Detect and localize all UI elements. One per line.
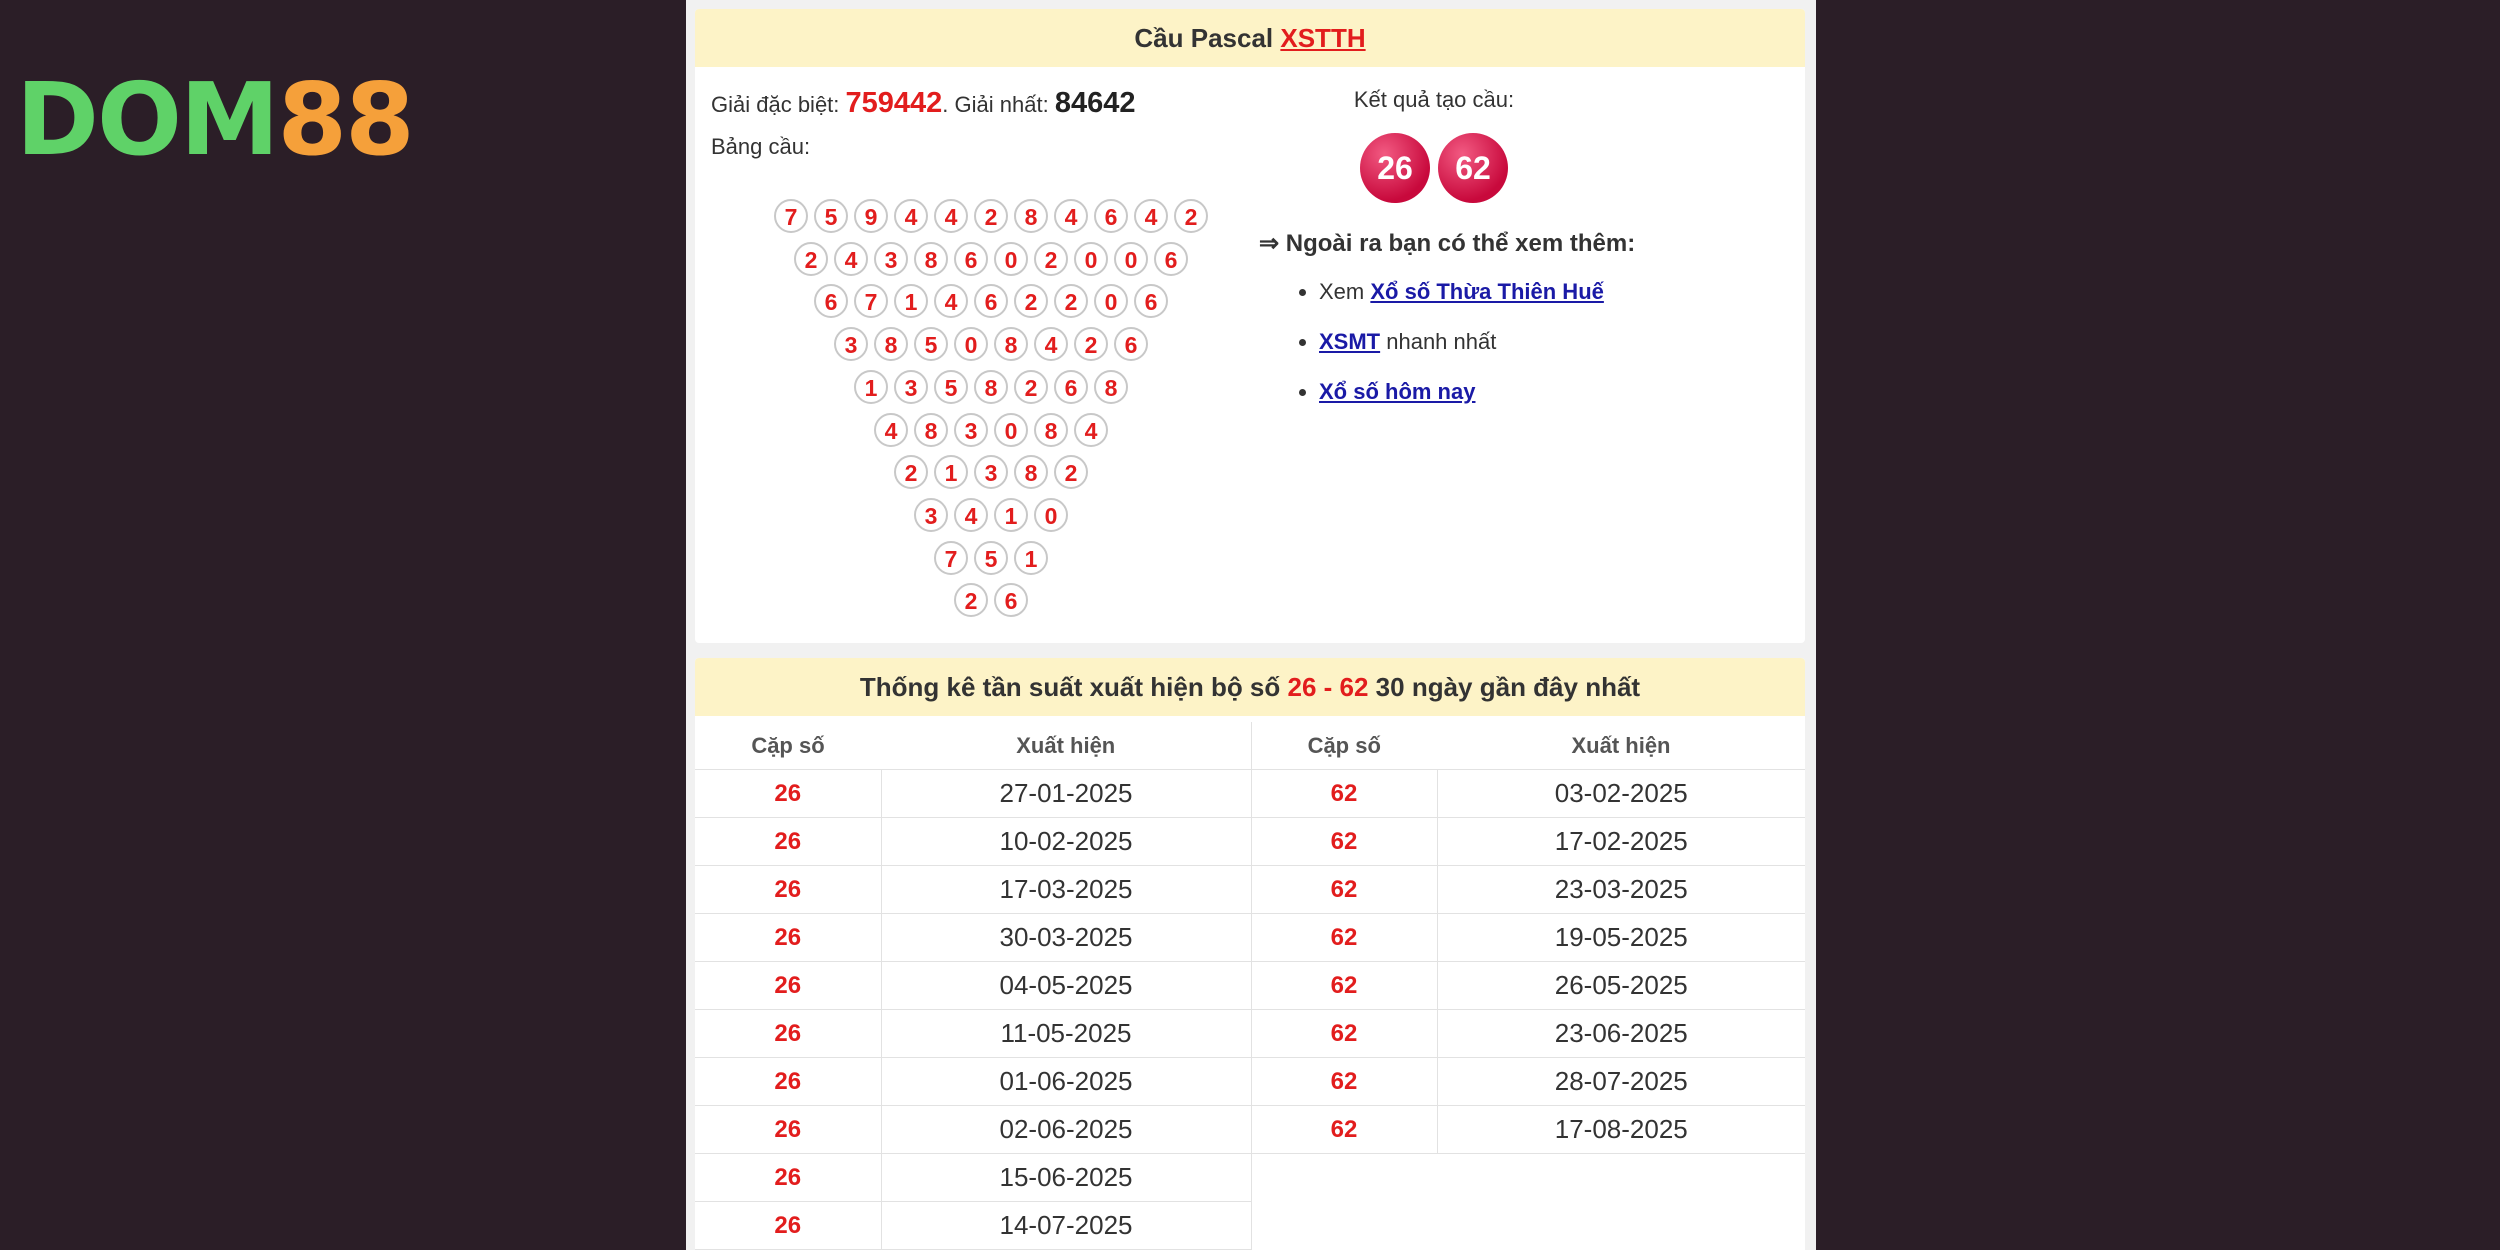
date-cell: 03-02-2025 <box>1437 770 1805 818</box>
triangle-ball: 8 <box>1034 413 1068 447</box>
special-value: 759442 <box>845 87 943 119</box>
prize-line <box>711 87 1271 120</box>
triangle-ball: 4 <box>1134 199 1168 233</box>
triangle-ball: 8 <box>1014 199 1048 233</box>
pair-cell: 26 <box>695 1106 881 1154</box>
triangle-ball: 0 <box>994 413 1028 447</box>
result-ball-2: 62 <box>1438 133 1508 203</box>
pascal-card <box>695 9 1805 643</box>
pascal-left <box>711 87 1271 615</box>
triangle-ball: 2 <box>1074 327 1108 361</box>
triangle-row <box>711 455 1271 497</box>
triangle-ball: 8 <box>974 370 1008 404</box>
date-cell: 11-05-2025 <box>881 1010 1251 1058</box>
triangle-ball: 6 <box>1054 370 1088 404</box>
triangle-ball: 6 <box>1134 284 1168 318</box>
pair-cell: 26 <box>695 866 881 914</box>
triangle-ball: 5 <box>914 327 948 361</box>
col-pair-right: Cặp số <box>1251 722 1437 770</box>
triangle-ball: 8 <box>994 327 1028 361</box>
triangle-ball: 5 <box>934 370 968 404</box>
logo-part1: DOM <box>16 61 278 178</box>
triangle-ball: 0 <box>1034 498 1068 532</box>
triangle-ball: 2 <box>894 455 928 489</box>
triangle-ball: 6 <box>994 583 1028 617</box>
xstth-link[interactable]: XSTTH <box>1280 23 1366 53</box>
pair-cell: 26 <box>695 1010 881 1058</box>
triangle-ball: 3 <box>914 498 948 532</box>
pair-cell: 26 <box>695 1154 881 1202</box>
table-row <box>695 770 1805 818</box>
date-cell: 26-05-2025 <box>1437 962 1805 1010</box>
triangle-ball: 8 <box>914 242 948 276</box>
date-cell: 17-03-2025 <box>881 866 1251 914</box>
triangle-row <box>711 370 1271 412</box>
triangle-ball: 1 <box>894 284 928 318</box>
triangle-ball: 0 <box>954 327 988 361</box>
triangle-ball: 6 <box>1154 242 1188 276</box>
pair-cell: 62 <box>1251 1010 1437 1058</box>
stats-title-suffix: 30 ngày gần đây nhất <box>1368 672 1641 702</box>
triangle-ball: 2 <box>974 199 1008 233</box>
triangle-ball: 8 <box>874 327 908 361</box>
date-cell: 28-07-2025 <box>1437 1058 1805 1106</box>
dom88-logo[interactable] <box>16 61 413 178</box>
table-row <box>695 1154 1805 1202</box>
triangle-row <box>711 498 1271 540</box>
pair-cell: 26 <box>695 962 881 1010</box>
triangle-ball: 3 <box>974 455 1008 489</box>
triangle-ball: 5 <box>974 541 1008 575</box>
pair-cell: 26 <box>695 914 881 962</box>
triangle-ball: 4 <box>934 199 968 233</box>
pair-cell <box>1251 1202 1437 1250</box>
pascal-title-text: Cầu Pascal <box>1134 23 1281 53</box>
triangle-ball: 7 <box>774 199 808 233</box>
date-cell: 01-06-2025 <box>881 1058 1251 1106</box>
triangle-ball: 6 <box>974 284 1008 318</box>
table-row <box>695 1202 1805 1250</box>
xoso-today-link[interactable]: Xổ số hôm nay <box>1319 379 1476 404</box>
pair-cell <box>1251 1154 1437 1202</box>
triangle-ball: 2 <box>1174 199 1208 233</box>
pair-cell: 62 <box>1251 1106 1437 1154</box>
triangle-ball: 6 <box>954 242 988 276</box>
result-label: Kết quả tạo cầu: <box>1353 87 1515 112</box>
more-title: ⇒ Ngoài ra bạn có thể xem thêm: <box>1259 230 1636 257</box>
triangle-row <box>711 583 1271 625</box>
triangle-ball: 4 <box>934 284 968 318</box>
xstth-full-link[interactable]: Xổ số Thừa Thiên Huế <box>1370 279 1604 304</box>
triangle-ball: 4 <box>1074 413 1108 447</box>
triangle-ball: 6 <box>814 284 848 318</box>
logo-part2: 88 <box>277 61 413 178</box>
pair-cell: 62 <box>1251 914 1437 962</box>
link1-prefix: Xem <box>1319 279 1371 304</box>
col-pair-left: Cặp số <box>695 722 881 770</box>
triangle-ball: 2 <box>1034 242 1068 276</box>
content-page <box>686 0 1816 1250</box>
date-cell <box>1437 1202 1805 1250</box>
triangle-ball: 3 <box>894 370 928 404</box>
first-label: . Giải nhất: <box>942 92 1055 117</box>
triangle-ball: 1 <box>994 498 1028 532</box>
triangle-ball: 1 <box>1014 541 1048 575</box>
col-appear-left: Xuất hiện <box>881 722 1251 770</box>
stats-title-prefix: Thống kê tần suất xuất hiện bộ số <box>859 672 1288 702</box>
triangle-ball: 6 <box>1114 327 1148 361</box>
triangle-ball: 0 <box>1094 284 1128 318</box>
triangle-ball: 4 <box>874 413 908 447</box>
pair-cell: 26 <box>695 1058 881 1106</box>
date-cell: 23-03-2025 <box>1437 866 1805 914</box>
triangle-row <box>711 413 1271 455</box>
triangle-ball: 2 <box>954 583 988 617</box>
triangle-row <box>711 284 1271 326</box>
triangle-ball: 6 <box>1094 199 1128 233</box>
triangle-ball: 9 <box>854 199 888 233</box>
pair-cell: 62 <box>1251 818 1437 866</box>
triangle-ball: 1 <box>854 370 888 404</box>
stats-table <box>695 722 1805 1250</box>
stats-card <box>695 658 1805 1250</box>
table-row <box>695 962 1805 1010</box>
triangle-ball: 2 <box>1014 370 1048 404</box>
stats-title <box>695 658 1805 716</box>
date-cell: 17-08-2025 <box>1437 1106 1805 1154</box>
date-cell: 17-02-2025 <box>1437 818 1805 866</box>
date-cell: 23-06-2025 <box>1437 1010 1805 1058</box>
pascal-right <box>1259 87 1789 428</box>
triangle-ball: 3 <box>954 413 988 447</box>
pair-cell: 26 <box>695 1202 881 1250</box>
more-item-3 <box>1319 378 1789 406</box>
pair-cell: 62 <box>1251 962 1437 1010</box>
pair-cell: 62 <box>1251 770 1437 818</box>
triangle-row <box>711 327 1271 369</box>
triangle-ball: 4 <box>954 498 988 532</box>
table-row <box>695 818 1805 866</box>
triangle-ball: 4 <box>894 199 928 233</box>
pascal-title <box>695 9 1805 67</box>
triangle-ball: 2 <box>1014 284 1048 318</box>
table-row <box>695 914 1805 962</box>
more-links <box>1259 278 1789 406</box>
triangle-ball: 3 <box>834 327 868 361</box>
table-row <box>695 1058 1805 1106</box>
triangle-ball: 1 <box>934 455 968 489</box>
xsmt-link[interactable]: XSMT <box>1319 329 1381 354</box>
date-cell <box>1437 1154 1805 1202</box>
link2-suffix: nhanh nhất <box>1380 329 1497 354</box>
triangle-ball: 7 <box>854 284 888 318</box>
more-item-1 <box>1319 278 1789 306</box>
triangle-row <box>711 541 1271 583</box>
triangle-ball: 0 <box>1114 242 1148 276</box>
table-label: Bảng cầu: <box>711 134 811 159</box>
pair-cell: 62 <box>1251 866 1437 914</box>
triangle-ball: 2 <box>1054 284 1088 318</box>
result-balls <box>1259 133 1609 203</box>
triangle-ball: 0 <box>1074 242 1108 276</box>
date-cell: 02-06-2025 <box>881 1106 1251 1154</box>
triangle-ball: 3 <box>874 242 908 276</box>
result-ball-1: 26 <box>1360 133 1430 203</box>
table-row <box>695 866 1805 914</box>
date-cell: 27-01-2025 <box>881 770 1251 818</box>
pair-cell: 26 <box>695 770 881 818</box>
more-item-2 <box>1319 328 1789 356</box>
date-cell: 14-07-2025 <box>881 1202 1251 1250</box>
triangle-ball: 4 <box>1034 327 1068 361</box>
special-label: Giải đặc biệt: <box>711 92 846 117</box>
col-appear-right: Xuất hiện <box>1437 722 1805 770</box>
triangle-ball: 2 <box>1054 455 1088 489</box>
pair-cell: 26 <box>695 818 881 866</box>
triangle-ball: 0 <box>994 242 1028 276</box>
triangle-ball: 8 <box>1014 455 1048 489</box>
date-cell: 19-05-2025 <box>1437 914 1805 962</box>
table-row <box>695 1010 1805 1058</box>
triangle-row <box>711 199 1271 241</box>
date-cell: 10-02-2025 <box>881 818 1251 866</box>
triangle-ball: 4 <box>1054 199 1088 233</box>
triangle-ball: 7 <box>934 541 968 575</box>
triangle-ball: 5 <box>814 199 848 233</box>
pair-cell: 62 <box>1251 1058 1437 1106</box>
triangle-ball: 8 <box>914 413 948 447</box>
triangle-ball: 4 <box>834 242 868 276</box>
triangle-row <box>711 242 1271 284</box>
table-row <box>695 1106 1805 1154</box>
date-cell: 04-05-2025 <box>881 962 1251 1010</box>
first-value: 84642 <box>1054 87 1136 119</box>
date-cell: 15-06-2025 <box>881 1154 1251 1202</box>
triangle-ball: 2 <box>794 242 828 276</box>
stats-title-pair: 26 - 62 <box>1287 672 1369 702</box>
triangle-ball: 8 <box>1094 370 1128 404</box>
date-cell: 30-03-2025 <box>881 914 1251 962</box>
